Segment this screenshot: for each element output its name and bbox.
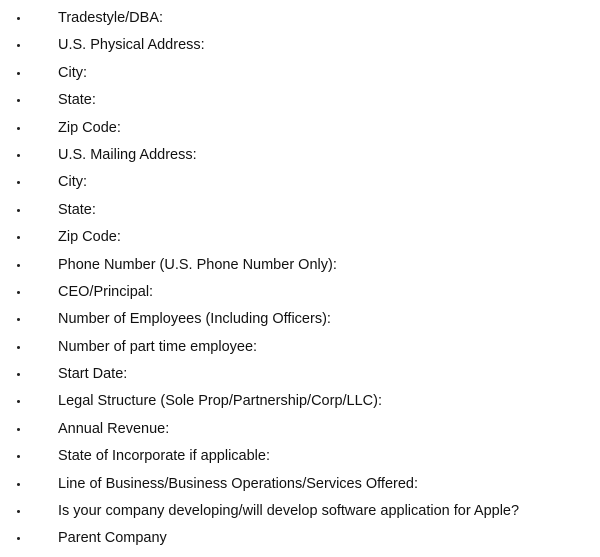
- bullet-icon: [17, 318, 20, 321]
- list-item: [0, 498, 600, 525]
- field-label: Parent Company: [58, 530, 167, 547]
- field-label: Is your company developing/will develop software application for Apple?: [58, 503, 520, 520]
- list-item: [0, 443, 600, 470]
- list-item: [0, 224, 600, 251]
- bullet-icon: [17, 291, 20, 294]
- field-label: City:: [58, 174, 87, 191]
- bullet-icon: [17, 181, 20, 184]
- bullet-icon: [17, 400, 20, 403]
- field-label: U.S. Mailing Address:: [58, 146, 197, 163]
- bullet-icon: [17, 537, 20, 540]
- list-item: [0, 197, 600, 224]
- bullet-icon: [17, 346, 20, 349]
- list-item: [0, 5, 600, 32]
- bullet-icon: [17, 264, 20, 267]
- bullet-icon: [17, 510, 20, 513]
- list-item: [0, 60, 600, 87]
- bullet-icon: [17, 209, 20, 212]
- field-label: Number of part time employee:: [58, 338, 258, 355]
- bullet-icon: [17, 72, 20, 75]
- list-item: [0, 115, 600, 142]
- field-label: Phone Number (U.S. Phone Number Only):: [58, 256, 337, 273]
- list-item: [0, 471, 600, 498]
- field-label: State:: [58, 201, 96, 218]
- list-item: [0, 361, 600, 388]
- field-label: Tradestyle/DBA:: [58, 10, 164, 26]
- bullet-icon: [17, 236, 20, 239]
- field-label: Line of Business/Business Operations/Services Offered:: [58, 475, 419, 492]
- field-label: State of Incorporate if applicable:: [58, 448, 270, 465]
- bullet-icon: [17, 455, 20, 458]
- bullet-icon: [17, 99, 20, 102]
- bullet-icon: [17, 428, 20, 431]
- field-list: [0, 5, 600, 553]
- field-label: Zip Code:: [58, 119, 121, 136]
- field-label: Start Date:: [58, 366, 128, 383]
- list-item: [0, 279, 600, 306]
- list-item: [0, 32, 600, 59]
- list-item: [0, 525, 600, 552]
- field-label: CEO/Principal:: [58, 283, 154, 300]
- field-label: Legal Structure (Sole Prop/Partnership/Corp/LLC):: [58, 393, 382, 410]
- bullet-icon: [17, 154, 20, 157]
- field-label: City:: [58, 64, 87, 81]
- bullet-icon: [17, 373, 20, 376]
- list-item: [0, 416, 600, 443]
- list-item: [0, 142, 600, 169]
- list-item: [0, 252, 600, 279]
- field-label: State:: [58, 92, 96, 109]
- list-item: [0, 87, 600, 114]
- bullet-icon: [17, 44, 20, 47]
- list-item: [0, 334, 600, 361]
- field-label: Zip Code:: [58, 229, 121, 246]
- list-item: [0, 388, 600, 415]
- bullet-icon: [17, 127, 20, 130]
- field-label: Number of Employees (Including Officers):: [58, 311, 331, 328]
- list-item: [0, 306, 600, 333]
- bullet-icon: [17, 17, 20, 20]
- bullet-icon: [17, 483, 20, 486]
- field-label: U.S. Physical Address:: [58, 37, 205, 54]
- field-label: Annual Revenue:: [58, 420, 170, 437]
- list-item: [0, 169, 600, 196]
